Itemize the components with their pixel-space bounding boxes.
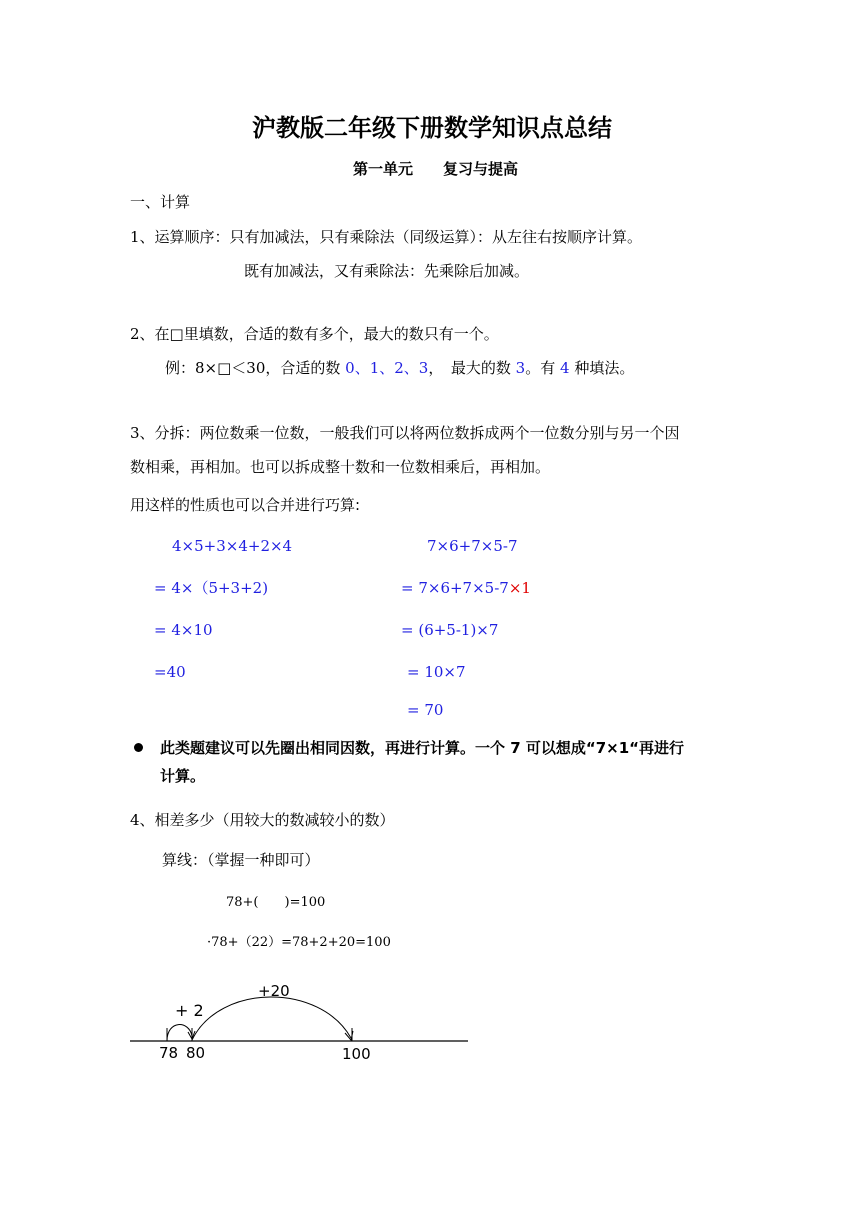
item1-line1: 1、运算顺序：只有加减法，只有乘除法（同级运算）：从左往右按顺序计算。 xyxy=(130,228,643,246)
equation-2: ·78+（22）=78+2+20=100 xyxy=(207,935,391,950)
example-values: 0、1、2、3 xyxy=(345,359,429,377)
item1-line2: 既有加减法，又有乘除法：先乘除后加减。 xyxy=(244,262,530,280)
calc-left-4: =40 xyxy=(154,663,186,681)
item2-line1: 2、在□里填数，合适的数有多个，最大的数只有一个。 xyxy=(130,325,499,343)
page-title: 沪教版二年级下册数学知识点总结 xyxy=(252,113,612,142)
item4-line1: 4、相差多少（用较大的数减较小的数） xyxy=(130,811,395,829)
item3-line1: 3、分拆：两位数乘一位数，一般我们可以将两位数拆成两个一位数分别与另一个因 xyxy=(130,424,680,442)
calc-left-3: = 4×10 xyxy=(154,621,213,639)
tick-label-78: 78 xyxy=(159,1044,179,1062)
example-max: 3 xyxy=(515,359,526,377)
example-mid: ， 最大的数 xyxy=(428,359,511,377)
bullet-line1: 此类题建议可以先圈出相同因数，再进行计算。一个 7 可以想成“7×1“再进行 xyxy=(160,739,685,757)
tick-label-100: 100 xyxy=(342,1045,371,1063)
calc-left-2: = 4×（5+3+2) xyxy=(154,579,269,597)
calc-right-4: = 10×7 xyxy=(407,663,466,681)
calc-right-5: = 70 xyxy=(407,701,444,719)
section-heading: 一、计算 xyxy=(130,193,191,211)
equation-1: 78+( )=100 xyxy=(226,895,326,910)
example-mid2: 。有 xyxy=(525,359,556,377)
jump-arc-big xyxy=(192,997,351,1040)
calc-right-2-row xyxy=(401,578,531,598)
item2-example xyxy=(165,358,634,378)
calc-right-2: = 7×6+7×5-7 xyxy=(401,579,509,597)
example-suffix: 种填法。 xyxy=(574,359,635,377)
example-prefix: 例：8×□＜30，合适的数 xyxy=(165,359,341,377)
example-count: 4 xyxy=(559,359,570,377)
calc-right-3: = (6+5-1)×7 xyxy=(401,621,499,639)
tick-label-80: 80 xyxy=(186,1044,206,1062)
unit-title: 第一单元 复习与提高 xyxy=(353,160,519,178)
bullet-line2: 计算。 xyxy=(160,767,206,785)
jump-label-big: +20 xyxy=(258,982,290,1000)
number-line-diagram xyxy=(125,978,485,1068)
item3-line2: 数相乘，再相加。也可以拆成整十数和一位数相乘后，再相加。 xyxy=(130,458,551,476)
bullet-dot-icon xyxy=(134,743,143,752)
item4-sub: 算线：（掌握一种即可） xyxy=(162,851,320,869)
calc-right-2-red: ×1 xyxy=(508,579,531,597)
item3-line3: 用这样的性质也可以合并进行巧算: xyxy=(130,496,361,514)
calc-right-1: 7×6+7×5-7 xyxy=(427,537,518,555)
calc-left-1: 4×5+3×4+2×4 xyxy=(172,537,293,555)
jump-label-small: + 2 xyxy=(175,1001,204,1020)
